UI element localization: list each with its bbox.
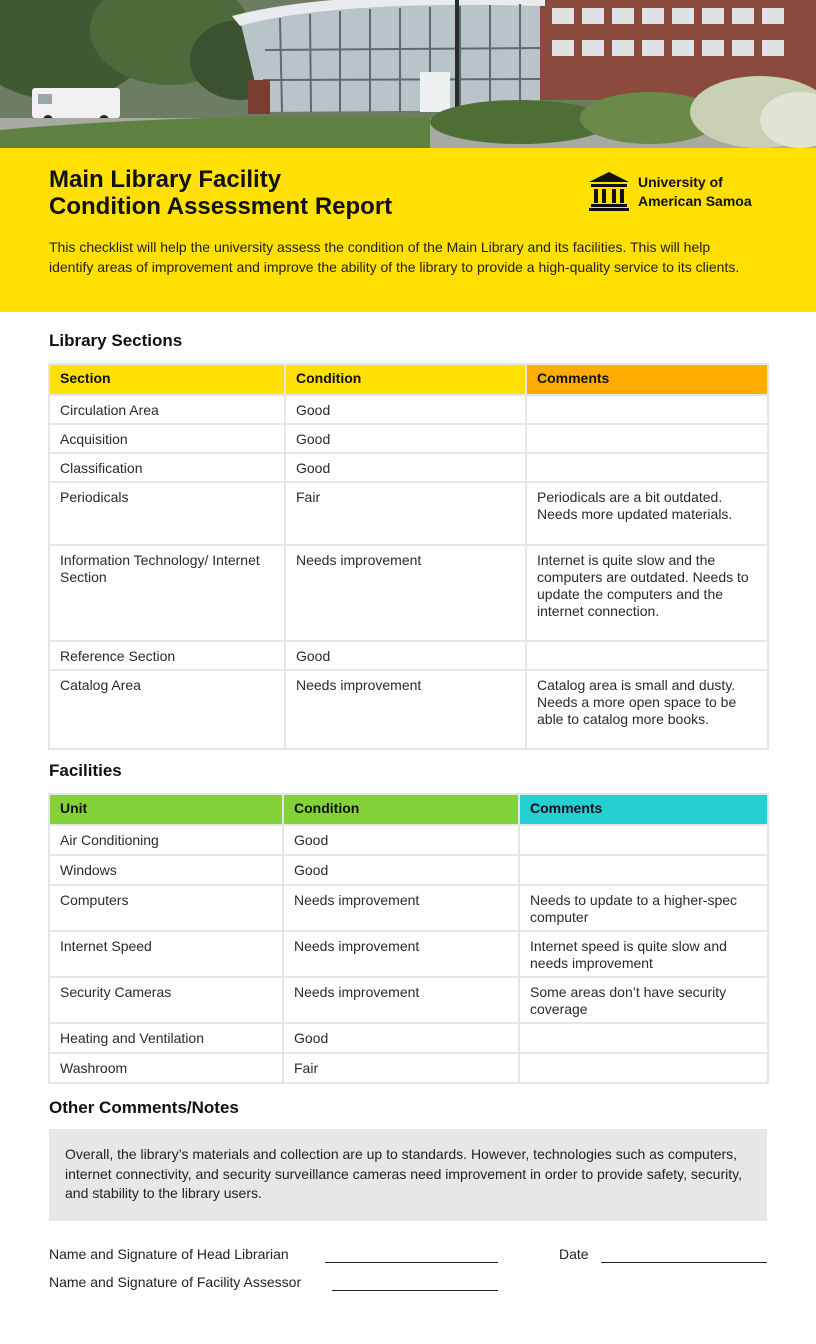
table-row xyxy=(49,641,768,670)
condition-cell: Good xyxy=(285,641,526,670)
unit-cell: Internet Speed xyxy=(49,931,283,977)
library-columns-icon xyxy=(588,170,630,212)
table-row xyxy=(49,977,768,1023)
condition-cell: Good xyxy=(285,453,526,482)
table-row xyxy=(49,670,768,749)
table-row xyxy=(49,395,768,424)
comments-cell xyxy=(526,395,768,424)
condition-cell: Needs improvement xyxy=(283,931,519,977)
condition-cell: Fair xyxy=(283,1053,519,1083)
notes-heading: Other Comments/Notes xyxy=(49,1098,239,1117)
table-header-row xyxy=(49,794,768,825)
table-row xyxy=(49,424,768,453)
unit-cell: Heating and Ventilation xyxy=(49,1023,283,1053)
comments-cell xyxy=(526,424,768,453)
section-cell: Circulation Area xyxy=(49,395,285,424)
column-header-condition: Condition xyxy=(283,794,519,825)
column-header-condition: Condition xyxy=(285,364,526,395)
column-header-unit: Unit xyxy=(49,794,283,825)
comments-cell xyxy=(519,1023,768,1053)
facility-assessor-signature-line[interactable] xyxy=(332,1290,498,1291)
intro-paragraph: This checklist will help the university assess the condition of the Main Library and its facilities. This will help identify areas of improvement and improve the ability of the library to provide a high-quality service to its clients. xyxy=(49,239,740,275)
comments-cell: Needs to update to a higher-spec computer xyxy=(519,885,768,931)
comments-cell xyxy=(519,855,768,885)
table-row xyxy=(49,482,768,545)
head-librarian-label: Name and Signature of Head Librarian xyxy=(49,1246,289,1262)
table-row xyxy=(49,825,768,855)
unit-cell: Computers xyxy=(49,885,283,931)
table-row xyxy=(49,855,768,885)
condition-cell: Needs improvement xyxy=(285,545,526,641)
report-title-line1: Main Library Facility xyxy=(49,166,282,193)
condition-cell: Good xyxy=(285,395,526,424)
report-title xyxy=(49,166,392,220)
head-librarian-signature-line[interactable] xyxy=(325,1262,498,1263)
notes-text: Overall, the library’s materials and collection are up to standards. However, technologies such as computers, internet connectivity, and security surveillance cameras need improvement in order to provide safety, security, and stability to the library users. xyxy=(65,1146,742,1201)
facilities-table xyxy=(48,793,769,1084)
section-cell: Reference Section xyxy=(49,641,285,670)
report-title-line2: Condition Assessment Report xyxy=(49,193,393,220)
section-cell: Acquisition xyxy=(49,424,285,453)
section-cell: Periodicals xyxy=(49,482,285,545)
comments-cell xyxy=(526,641,768,670)
facilities-heading: Facilities xyxy=(49,761,122,780)
library-sections-table xyxy=(48,363,769,750)
comments-cell: Periodicals are a bit outdated. Needs more updated materials. xyxy=(526,482,768,545)
notes-box xyxy=(49,1129,767,1221)
condition-cell: Good xyxy=(283,825,519,855)
unit-cell: Washroom xyxy=(49,1053,283,1083)
unit-cell: Windows xyxy=(49,855,283,885)
column-header-comments: Comments xyxy=(526,364,768,395)
table-row xyxy=(49,453,768,482)
table-row xyxy=(49,885,768,931)
date-label: Date xyxy=(559,1246,589,1262)
library-building-photo xyxy=(0,0,816,148)
section-cell: Classification xyxy=(49,453,285,482)
comments-cell: Some areas don’t have security coverage xyxy=(519,977,768,1023)
comments-cell: Internet is quite slow and the computers are outdated. Needs to update the computers and the internet connection. xyxy=(526,545,768,641)
hero-image xyxy=(0,0,816,148)
table-row xyxy=(49,931,768,977)
unit-cell: Air Conditioning xyxy=(49,825,283,855)
condition-cell: Needs improvement xyxy=(283,885,519,931)
table-row xyxy=(49,1023,768,1053)
condition-cell: Needs improvement xyxy=(283,977,519,1023)
section-cell: Catalog Area xyxy=(49,670,285,749)
university-name xyxy=(638,173,752,211)
condition-cell: Good xyxy=(283,855,519,885)
comments-cell: Internet speed is quite slow and needs improvement xyxy=(519,931,768,977)
university-name-line1: University of xyxy=(638,174,723,190)
condition-cell: Good xyxy=(283,1023,519,1053)
condition-cell: Good xyxy=(285,424,526,453)
date-line[interactable] xyxy=(601,1262,767,1263)
comments-cell xyxy=(526,453,768,482)
university-name-line2: American Samoa xyxy=(638,193,752,209)
unit-cell: Security Cameras xyxy=(49,977,283,1023)
condition-cell: Fair xyxy=(285,482,526,545)
table-header-row xyxy=(49,364,768,395)
comments-cell xyxy=(519,825,768,855)
library-sections-heading: Library Sections xyxy=(49,331,183,350)
title-banner xyxy=(0,148,816,312)
column-header-section: Section xyxy=(49,364,285,395)
facility-assessor-label: Name and Signature of Facility Assessor xyxy=(49,1274,302,1290)
condition-cell: Needs improvement xyxy=(285,670,526,749)
section-cell: Information Technology/ Internet Section xyxy=(49,545,285,641)
comments-cell xyxy=(519,1053,768,1083)
table-row xyxy=(49,1053,768,1083)
comments-cell: Catalog area is small and dusty. Needs a more open space to be able to catalog more books. xyxy=(526,670,768,749)
column-header-comments: Comments xyxy=(519,794,768,825)
table-row xyxy=(49,545,768,641)
